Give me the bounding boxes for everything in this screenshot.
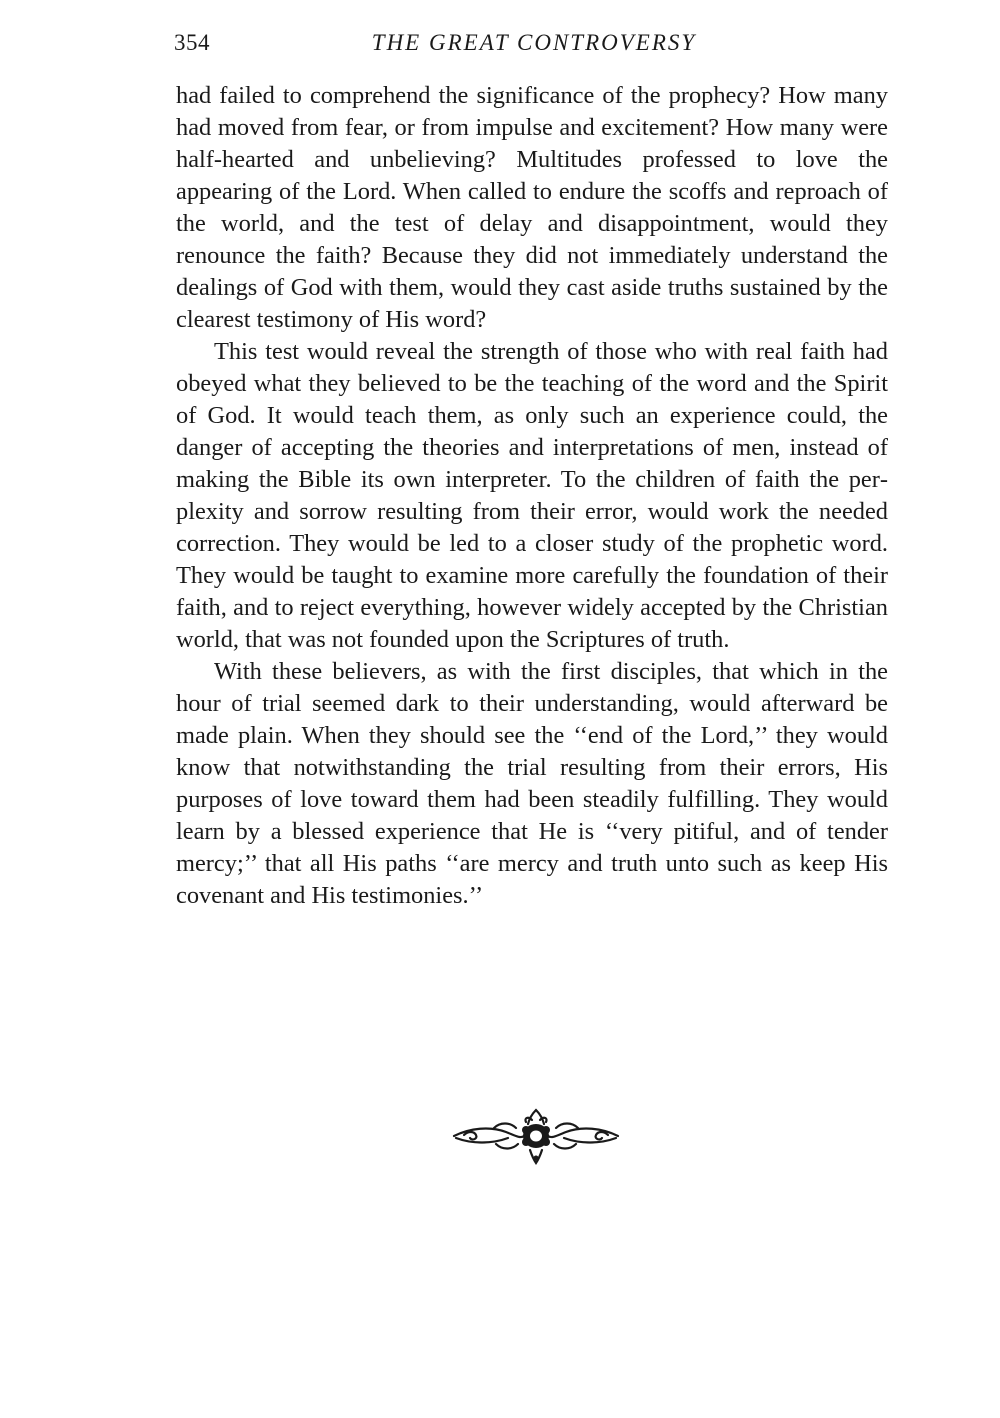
floral-scroll-ornament-icon bbox=[450, 1106, 622, 1166]
paragraph-1: had failed to comprehend the significance of the prophecy? How many had moved from fear, or from impulse and excitement? How many were half-hearted and unbelieving? Multitudes professed to love the appearing of the Lord. When called to endure the scoffs and reproach of the world, and the test of delay and disappointment, would they renounce the faith? Because they did not immediately understand the dealings of God with them, would they cast aside truths sustained by the clearest testimony of His word? bbox=[176, 82, 888, 333]
paragraph-3: With these believers, as with the first disciples, that which in the hour of trial seemed dark to their understanding, would afterward be made plain. When they should see the ‘‘end of the Lord,’’ they would know that notwithstanding the trial resulting from their errors, His purposes of love toward them had been steadily fulfilling. They would learn by a blessed experience that He is ‘‘very pitiful, and of tender mercy;’’ that all His paths ‘‘are mercy and truth unto such as keep His covenant and His testimonies.’’ bbox=[176, 658, 888, 909]
running-head bbox=[174, 26, 890, 62]
page-number: 354 bbox=[174, 30, 210, 55]
book-title: THE GREAT CONTROVERSY bbox=[371, 30, 697, 55]
paragraph-2: This test would reveal the strength of those who with real faith had obeyed what they believed to be the teaching of the word and the Spirit of God. It would teach them, as only such an experience could, the danger of accepting the theories and interpretations of men, instead of making the Bible its own interpreter. To the children of faith the perplexity and sorrow resulting from their error, would work the needed correction. They would be led to a closer study of the prophetic word. They would be taught to examine more carefully the foundation of their faith, and to reject everything, however widely accepted by the Christian world, that was not founded upon the Scriptures of truth. bbox=[176, 338, 888, 653]
body-text bbox=[176, 80, 888, 912]
